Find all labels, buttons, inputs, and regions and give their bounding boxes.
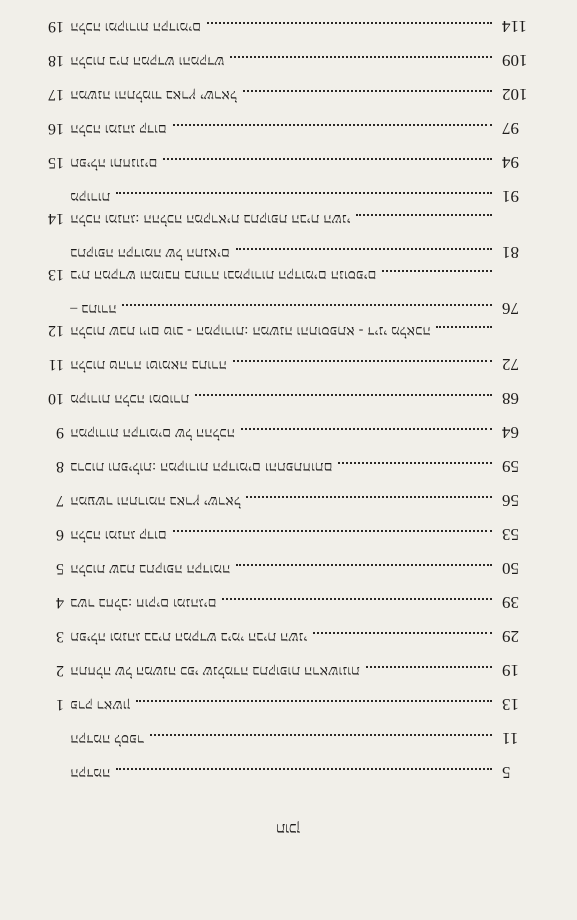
toc-entry-title: הלכה ומנהג קדום xyxy=(70,527,167,542)
toc-entry-index: 11 xyxy=(48,356,64,373)
toc-entry-title: פרק ראשון xyxy=(70,697,131,712)
dot-leader xyxy=(382,270,492,272)
toc-page-number: 94 xyxy=(502,153,519,172)
toc-page-number: 13 xyxy=(502,695,519,714)
dot-leader xyxy=(173,530,492,532)
dot-leader xyxy=(136,700,492,702)
toc-page-number: 50 xyxy=(502,559,519,578)
toc-entry-index: 9 xyxy=(56,424,64,441)
toc-page-number: 56 xyxy=(502,491,519,510)
toc-page-number: 91 xyxy=(502,187,519,206)
toc-entry xyxy=(40,764,540,798)
toc-entry xyxy=(40,356,540,390)
toc-entry xyxy=(40,730,540,764)
toc-entry-title: הלכות שבת בתקופה הקדומה xyxy=(70,561,231,576)
dot-leader xyxy=(195,394,492,396)
toc-page-number: 53 xyxy=(502,525,519,544)
toc-entry-title: הקדמה xyxy=(70,765,111,780)
toc-entry-index: 16 xyxy=(48,120,64,137)
dot-leader xyxy=(150,734,492,736)
toc-entry-index: 2 xyxy=(56,662,64,679)
dot-leader xyxy=(116,192,492,194)
dot-leader xyxy=(236,248,492,250)
toc-entry-title: הלכות שבת ויום טוב - המקורות: המשנה והתוספתא - דיני מלאכה xyxy=(70,323,431,338)
toc-entry xyxy=(40,244,540,266)
toc-entry xyxy=(40,188,540,210)
toc-entry xyxy=(40,424,540,458)
toc-entry xyxy=(40,662,540,696)
dot-leader xyxy=(366,666,492,668)
toc-entry-title: בית המקדש והמזבח בתורה ובמקורות הקדומים הנוספים xyxy=(70,267,377,282)
toc-page-number: 11 xyxy=(502,729,519,748)
toc-entry-title: הלכה ומקורות הקדומים xyxy=(70,19,202,34)
dot-leader xyxy=(246,496,492,498)
dot-leader xyxy=(313,632,492,634)
toc-entry-title: התחלה של המשנה כפי שנלמדה בתקופות הראשונות xyxy=(70,663,360,678)
toc-entry-index: 7 xyxy=(56,492,64,509)
toc-entry xyxy=(40,390,540,424)
toc-entry-index: 3 xyxy=(56,628,64,645)
toc-entry-index: 4 xyxy=(56,594,64,611)
dot-leader xyxy=(243,90,492,92)
toc-page-number: 29 xyxy=(502,627,519,646)
toc-entry-title: מקורות xyxy=(70,189,111,204)
toc-entry-title: המעשר והתרומה בארץ ישראל xyxy=(70,493,241,508)
page-heading: תוכן xyxy=(275,820,301,836)
toc-entry-index: 17 xyxy=(48,86,64,103)
dot-leader xyxy=(116,768,492,770)
toc-entry-title: בשר בחלב: חוקים ומנהגים xyxy=(70,595,217,610)
toc-entry-title: הקדמה לספר xyxy=(70,731,144,746)
toc-entry xyxy=(40,594,540,628)
dot-leader xyxy=(230,56,492,58)
toc-entry-index: 14 xyxy=(48,210,64,227)
toc-entry xyxy=(40,210,540,244)
dot-leader xyxy=(338,462,492,464)
toc-page-number: 59 xyxy=(502,457,519,476)
toc-entry xyxy=(40,52,540,86)
toc-entry xyxy=(40,526,540,560)
toc-entry-title: המשנה והתלמוד בארץ ישראל xyxy=(70,87,237,102)
toc-entry-index: 18 xyxy=(48,52,64,69)
toc-entry-title: הלכות בית המקדש והמקדש xyxy=(70,53,225,68)
toc-entry-index: 8 xyxy=(56,458,64,475)
toc-page-number: 72 xyxy=(502,355,519,374)
toc-entry-title: ברכות ותפילות: המקורות הקדומים והתפתחותם xyxy=(70,459,333,474)
toc-page-number: 19 xyxy=(502,661,519,680)
toc-page-number: 102 xyxy=(502,85,528,104)
toc-page-number: 64 xyxy=(502,423,519,442)
toc-page-number: 68 xyxy=(502,389,519,408)
toc-entry-index: 10 xyxy=(48,390,64,407)
toc-entry xyxy=(40,300,540,322)
toc-entry xyxy=(40,560,540,594)
toc-entry xyxy=(40,322,540,356)
toc-entry xyxy=(40,18,540,52)
toc-entry-index: 13 xyxy=(48,266,64,283)
toc-entry-index: 6 xyxy=(56,526,64,543)
dot-leader xyxy=(437,326,493,328)
toc-entry-index: 12 xyxy=(48,322,64,339)
dot-leader xyxy=(207,22,492,24)
toc-page-number: 81 xyxy=(502,243,519,262)
toc-entry-title: בתקופה הקדומה של התנאים xyxy=(70,245,230,260)
toc-entry xyxy=(40,696,540,730)
toc-page-number: 114 xyxy=(502,17,527,36)
toc-entry-index: 5 xyxy=(56,560,64,577)
dot-leader xyxy=(356,214,492,216)
toc-entry-title: הלכות טהרה וטומאה בתורה xyxy=(70,357,227,372)
dot-leader xyxy=(163,158,492,160)
toc-page-number: 39 xyxy=(502,593,519,612)
toc-page-number: 97 xyxy=(502,119,519,138)
toc-entry xyxy=(40,458,540,492)
toc-entry-title: תפילה ומנהג בבית המקדש בימי הבית השני xyxy=(70,629,308,644)
toc-entry-index: 19 xyxy=(48,18,64,35)
toc-entry xyxy=(40,154,540,188)
toc-page-number: 76 xyxy=(502,299,519,318)
toc-entry xyxy=(40,266,540,300)
toc-entry-title: מקורות הלכה ומסורת xyxy=(70,391,190,406)
toc-entry-title: בתורה – xyxy=(70,301,117,316)
toc-page-number: 109 xyxy=(502,51,528,70)
toc-entry xyxy=(40,628,540,662)
toc-entry-index: 15 xyxy=(48,154,64,171)
toc-entry-title: הלכה ומנהג קדום xyxy=(70,121,167,136)
dot-leader xyxy=(233,360,492,362)
toc-entry xyxy=(40,120,540,154)
toc-entry-index: 1 xyxy=(56,696,64,713)
dot-leader xyxy=(122,304,492,306)
toc-entry xyxy=(40,492,540,526)
toc-entry-title: תפילה ותחנונים xyxy=(70,155,158,170)
dot-leader xyxy=(222,598,492,600)
toc-page-number: 5 xyxy=(502,763,511,782)
toc-entry xyxy=(40,86,540,120)
dot-leader xyxy=(236,564,492,566)
table-of-contents xyxy=(40,18,540,798)
toc-entry-title: המקורות הקדומים של ההלכה xyxy=(70,425,235,440)
dot-leader xyxy=(173,124,492,126)
dot-leader xyxy=(241,428,492,430)
toc-entry-title: הלכה ומנהג: ההלכה המקראית בתקופת הבית השני xyxy=(70,211,351,226)
